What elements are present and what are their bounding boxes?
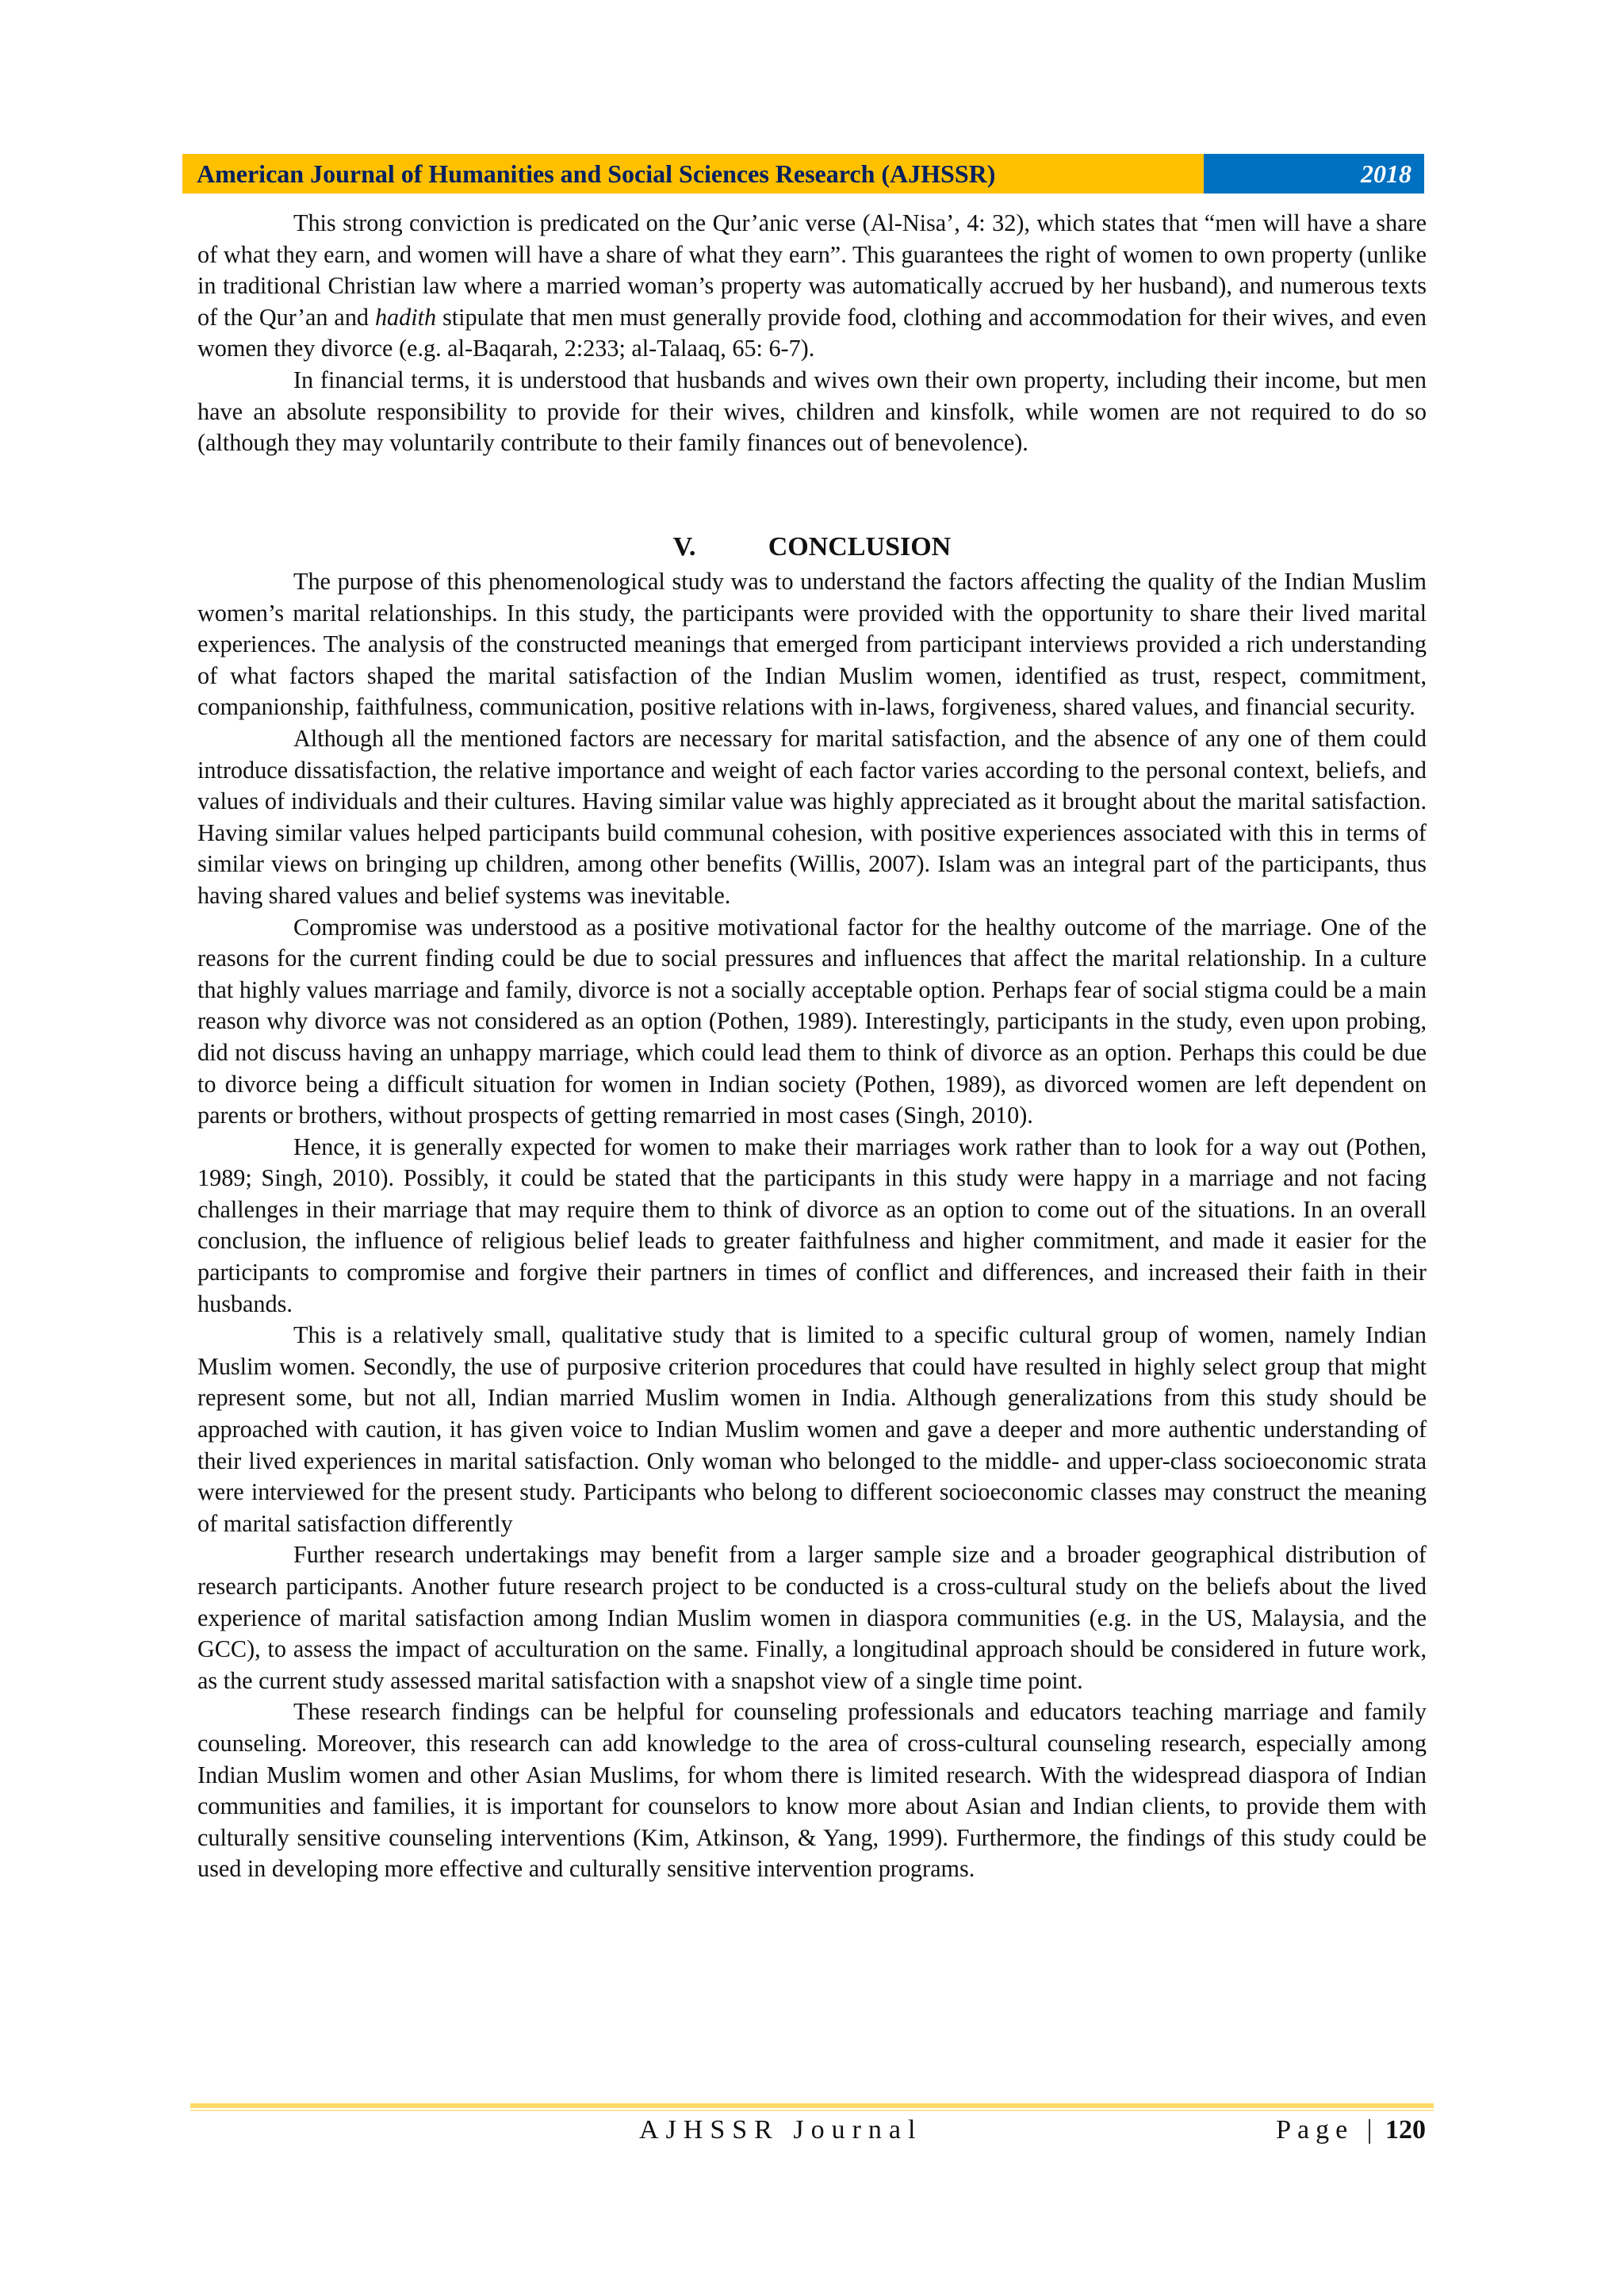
intro-paragraph-1-part-a: This strong conviction is predicated on the Qur’anic verse (Al-Nisa’, 4: 32), which states that “men will have a share of what they earn, and women will have a share of what they earn”. This guarantees the right of women to own property (unlike in traditional Christian law where a married woman’s property was automatically accrued by her husband), and numerous texts of the Qur’an and xyxy=(197,209,1427,331)
footer-journal-name: AJHSSR Journal xyxy=(639,2115,923,2145)
section-heading xyxy=(197,530,1427,565)
conclusion-paragraph-5: This is a relatively small, qualitative study that is limited to a specific cultural group of women, namely Indian Muslim women. Secondly, the use of purposive criterion procedures that could have resulted in highly select group that might represent some, but not all, Indian married Muslim women in India. Although generalizations from this study should be approached with caution, it has given voice to Indian Muslim women and gave a deeper and more authentic understanding of their lived experiences in marital satisfaction. Only woman who belonged to the middle- and upper-class socioeconomic strata were interviewed for the present study. Participants who belong to different socioeconomic classes may construct the meaning of marital satisfaction differently xyxy=(197,1321,1427,1537)
publication-year: 2018 xyxy=(1204,154,1424,194)
conclusion-paragraph-3: Compromise was understood as a positive motivational factor for the healthy outcome of the marriage. One of the reasons for the current finding could be due to social pressures and influences that affect the marital relationship. In a culture that highly values marriage and family, divorce is not a socially acceptable option. Perhaps fear of social stigma could be a main reason why divorce was not considered as an option (Pothen, 1989). Interestingly, participants in the study, even upon probing, did not discuss having an unhappy marriage, which could lead them to think of divorce as an option. Perhaps this could be due to divorce being a difficult situation for women in Indian society (Pothen, 1989), as divorced women are left dependent on parents or brothers, without prospects of getting remarried in most cases (Singh, 2010). xyxy=(197,913,1427,1129)
conclusion-body xyxy=(197,566,1427,1885)
intro-paragraph-1 xyxy=(197,208,1427,365)
conclusion-paragraph-1: The purpose of this phenomenological study was to understand the factors affecting the quality of the Indian Muslim women’s marital relationships. In this study, the participants were provided with the opportunity to share their lived marital experiences. The analysis of the constructed meanings that emerged from participant interviews provided a rich understanding of what factors shaped the marital satisfaction of the Indian Muslim women, identified as trust, respect, commitment, companionship, faithfulness, communication, positive relations with in-laws, forgiveness, shared values, and financial security. xyxy=(197,568,1427,721)
conclusion-paragraph-4: Hence, it is generally expected for women to make their marriages work rather than to look for a way out (Pothen, 1989; Singh, 2010). Possibly, it could be stated that the participants in this study were happy in a marriage and not facing challenges in their marriage that may require them to think of divorce as an option to come out of the situations. In an overall conclusion, the influence of religious belief leads to greater faithfulness and higher commitment, and made it easier for the participants to compromise and forgive their partners in times of conflict and differences, and increased their faith in their husbands. xyxy=(197,1133,1427,1317)
journal-title: American Journal of Humanities and Social Sciences Research (AJHSSR) xyxy=(182,154,1204,194)
page-number: 120 xyxy=(1385,2115,1426,2145)
footer-divider xyxy=(190,2103,1434,2108)
journal-header-bar xyxy=(182,154,1424,194)
conclusion-paragraph-6: Further research undertakings may benefit from a larger sample size and a broader geographical distribution of research participants. Another future research project to be conducted is a cross-cultural study on the beliefs about the lived experience of marital satisfaction among Indian Muslim women in diaspora communities (e.g. in the US, Malaysia, and the GCC), to assess the impact of acculturation on the same. Finally, a longitudinal approach should be considered in future work, as the current study assessed marital satisfaction with a snapshot view of a single time point. xyxy=(197,1541,1427,1694)
conclusion-paragraph-2: Although all the mentioned factors are necessary for marital satisfaction, and the absence of any one of them could introduce dissatisfaction, the relative importance and weight of each factor varies according to the personal context, beliefs, and values of individuals and their cultures. Having similar value was highly appreciated as it brought about the marital satisfaction. Having similar values helped participants build communal cohesion, with positive experiences associated with this in terms of similar views on bringing up children, among other benefits (Willis, 2007). Islam was an integral part of the participants, thus having shared values and belief systems was inevitable. xyxy=(197,724,1427,909)
intro-paragraph-2: In financial terms, it is understood that husbands and wives own their own property, including their income, but men have an absolute responsibility to provide for their wives, children and kinsfolk, while women are not required to do so (although they may voluntarily contribute to their family finances out of benevolence). xyxy=(197,366,1427,457)
footer-divider-thin xyxy=(190,2110,1434,2111)
conclusion-paragraph-7: These research findings can be helpful for counseling professionals and educators teaching marriage and family counseling. Moreover, this research can add knowledge to the area of cross-cultural counseling research, especially among Indian Muslim women and other Asian Muslims, for whom there is limited research. With the widespread diaspora of Indian communities and families, it is important for counselors to know more about Asian and Indian clients, to provide them with culturally sensitive counseling interventions (Kim, Atkinson, & Yang, 1999). Furthermore, the findings of this study could be used in developing more effective and culturally sensitive intervention programs. xyxy=(197,1698,1427,1883)
footer-page-number xyxy=(1276,2113,1426,2148)
intro-paragraph-1-part-b: stipulate that men must generally provide food, clothing and accommodation for their wives, and even women they divorce (e.g. al-Baqarah, 2:233; al-Talaaq, 65: 6-7). xyxy=(197,303,1427,362)
page-label: Page | xyxy=(1276,2115,1379,2145)
hadith-term: hadith xyxy=(374,303,437,331)
intro-text xyxy=(197,208,1427,459)
section-title: CONCLUSION xyxy=(768,532,952,562)
section-number: V. xyxy=(672,532,696,562)
